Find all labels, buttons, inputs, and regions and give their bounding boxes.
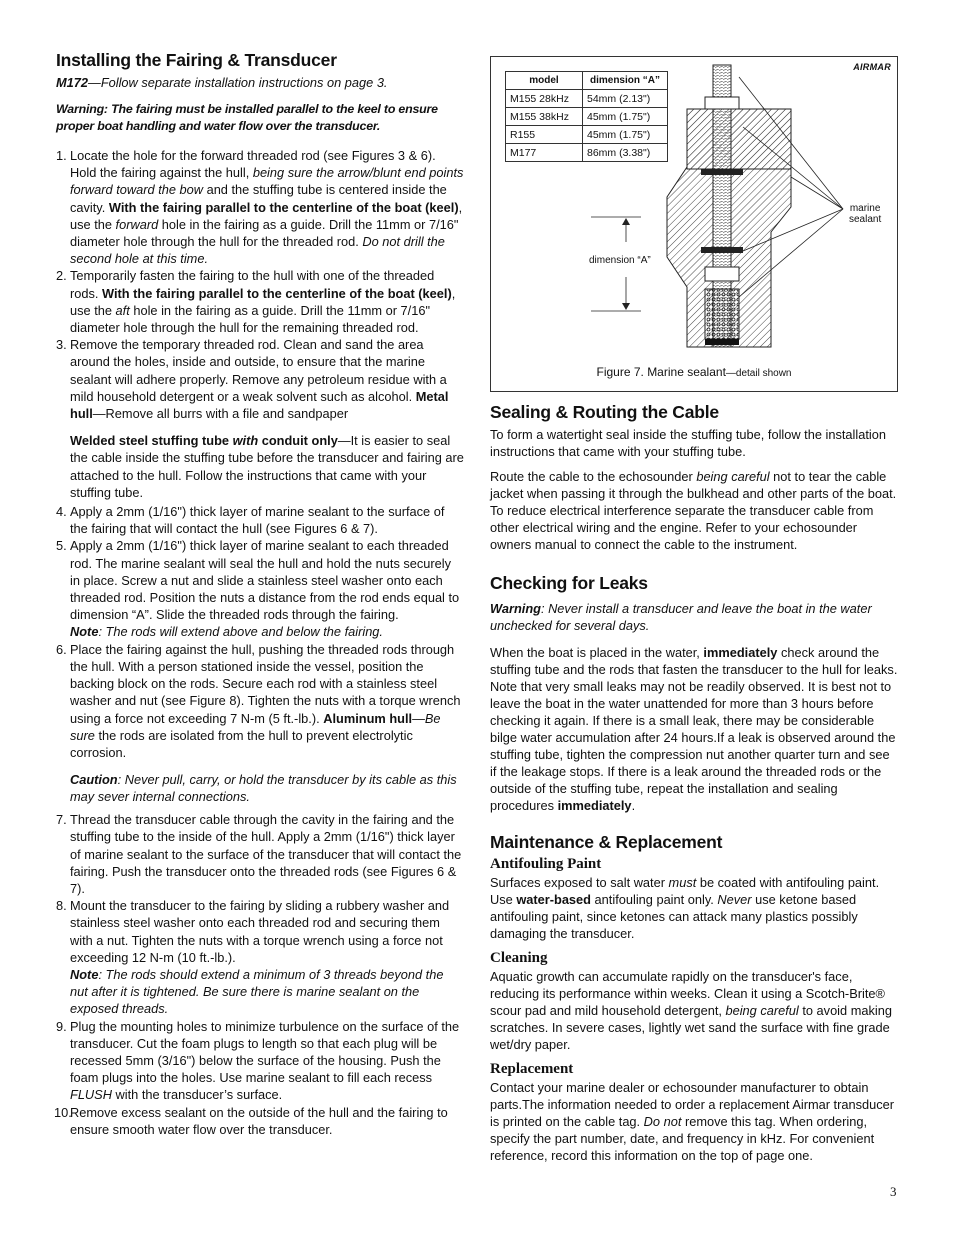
washer [701,169,743,175]
figure-caption: Figure 7. Marine sealant—detail shown [596,365,792,379]
step-6: 6. Place the fairing against the hull, pushing the threaded rods through the hull. With a person stationed inside the vessel, position the backing block on the rods. Secure each rod with a stainless steel washer and nut (see Figure 8). Tighten the nuts with a torque wrench using a force not exceeding 7 N-m (5 ft.-lb.). Aluminum hull—Be sure the rods are isolated from the hull to prevent electrolytic corrosion. Caution: Never pull, carry, or hold the transducer by its cable as this may sever internal connections. [56,641,464,805]
subtitle-replacement: Replacement [490,1061,574,1077]
top-nut [705,97,739,109]
step-8: 8. Mount the transducer to the fairing by sliding a rubbery washer and stainless steel washer onto each threaded rod and securing them with a nut. Tighten the nuts with a torque wrench using a force not exceeding 12 N-m (10 ft.-lb.). Note: The rods should extend a minimum of 3 threads beyond the nut after it is tightened. Be sure there is marine sealant on the exposed threads. [56,897,464,1017]
table-row: M155 28kHz 54mm (2.13") [506,90,668,108]
page-number: 3 [890,1184,897,1199]
sealing-paragraph-1: To form a watertight seal inside the stuffing tube, follow the installation instructions that came with your stuffing tube. [490,427,886,459]
leader-line [791,177,843,209]
table-header-model: model [506,72,583,90]
cleaning-paragraph: Aquatic growth can accumulate rapidly on the transducer's face, reducing its performance within weeks. Clean it using a Scotch-Brite® scour pad and mild household detergent, being careful to avoid making scratches. In severe cases, lightly wet sand the surface with fine grade wet/dry paper. [490,969,892,1052]
leaks-paragraph: When the boat is placed in the water, immediately check around the stuffing tube and the rods that fasten the transducer to the hull for leaks. Note that very small leaks may not be readily observed. It is best not to leave the boat in the water unattended for more than 3 hours before checking it again. If there is a small leak, there may be considerable bilge water accumulation after 24 hours.If a leak is observed around the stuffing tube, tighten the compression nut another quarter turn and see if the leakage stops. If there is a leak around the threaded rods or the outside of the stuffing tube, repeat the installation and sealing procedures immediately. [490,645,898,813]
sealant-bottom [705,339,739,345]
m172-model: M172 [56,75,89,90]
washer [701,247,743,253]
step-2: 2. Temporarily fasten the fairing to the hull with one of the threaded rods. With the fairing parallel to the centerline of the boat (keel), use the aft hole in the fairing as a guide. Drill the 11mm or 7/16" diameter hole through the hull for the remaining threaded rod. [56,268,456,336]
figure-7 [490,56,898,392]
antifouling-paragraph: Surfaces exposed to salt water must be coated with antifouling paint. Use water-based antifouling paint only. Never use ketone based antifouling paint, since ketones can attack many plastics possibly damaging the transducer. [490,875,880,941]
m172-note: M172—Follow separate installation instructions on page 3. [56,75,388,90]
stuffing-tube-note: Welded steel stuffing tube with conduit only—It is easier to seal the cable inside the stuffing tube before the transducer and fairing are attached to the hull. Follow the instructions that came with your stuffing tube. [70,433,464,500]
left-column [56,50,464,1138]
airmar-logo: AIRMAR [853,62,891,72]
section-title-sealing: Sealing & Routing the Cable [490,402,719,422]
step-5-note: Note: The rods will extend above and below the fairing. [70,624,383,640]
section-title-installing: Installing the Fairing & Transducer [56,50,337,70]
transducer-element [705,289,739,339]
table-row: M155 38kHz 45mm (1.75") [506,108,668,126]
right-column [490,402,898,1172]
table-row: R155 45mm (1.75") [506,126,668,144]
backing-block [687,109,791,169]
leaks-warning: Warning: Never install a transducer and leave the boat in the water unchecked for several days. [490,601,872,633]
step-7: 7. Thread the transducer cable through the cavity in the fairing and the stuffing tube to the inside of the hull. Apply a 2mm (1/16") thick layer of marine sealant to the surface of the transducer that will contact the fairing. Push the transducer onto the threaded rods (see Figures 6 & 7). [56,812,462,896]
subtitle-cleaning: Cleaning [490,950,548,966]
step-9: 9. Plug the mounting holes to minimize turbulence on the surface of the transducer. Cut the foam plugs to length so that each plug will be recessed 5mm (3/16") below the surface of the housing. Push the foam plugs into the holes. Use marine sealant to fill each recess FLUSH with the transducer’s surface. [56,1018,460,1103]
step-1: 1. Locate the hole for the forward threaded rod (see Figures 3 & 6). Hold the fairing against the hull, being sure the arrow/blunt end points forward toward the bow and the stuffing tube is centered inside the cavity. With the fairing parallel to the centerline of the boat (keel), use the forward hole in the fairing as a guide. Drill the 11mm or 7/16" diameter hole through the hull for the threaded rod. Do not drill the second hole at this time. [56,148,464,267]
lower-nut [705,267,739,281]
step-10: 10. Remove excess sealant on the outside of the hull and the fairing to ensure smooth water flow over the transducer. [54,1104,448,1137]
step-3: 3. Remove the temporary threaded rod. Clean and sand the area around the holes, inside and outside, to ensure that the marine sealant will adhere properly. Remove any petroleum residue with a mild household detergent or a weak solvent such as alcohol. Metal hull—Remove all burrs with a file and sandpaper Welded steel stuffing tube with conduit only—It is easier to seal the cable inside the stuffing tube before the transducer and fairing are attached to the hull. Follow the instructions that came with your stuffing tube. [56,337,464,500]
table-header-dimension: dimension “A” [583,72,668,90]
replacement-paragraph: Contact your marine dealer or echosounder manufacturer to obtain parts.The information needed to order a replacement Airmar transducer is printed on the cable tag. Do not remove this tag. When ordering, specify the part number, date, and frequency in kHz. For convenient reference, record this information on the top of page one. [490,1080,895,1163]
marine-sealant-label: marine sealant [849,203,882,225]
installation-steps [56,147,464,1138]
cable-caution: Caution: Never pull, carry, or hold the transducer by its cable as this may sever internal connections. [70,772,457,805]
fairing-warning: Warning: The fairing must be installed parallel to the keel to ensure proper boat handling and water flow over the transducer. [56,102,438,133]
arrow-head [622,218,630,225]
section-title-maintenance: Maintenance & Replacement [490,832,723,852]
step-4: 4. Apply a 2mm (1/16") thick layer of marine sealant to the surface of the fairing that will contact the hull (see Figures 6 & 7). [56,504,445,537]
table-row: M177 86mm (3.38") [506,144,668,162]
sealing-paragraph-2: Route the cable to the echosounder being careful not to tear the cable jacket when passing it through the bulkhead and other parts of the boat. To reduce electrical interference separate the transducer cable from other electrical wiring and the engine. Refer to your echosounder owners manual to connect the cable to the instrument. [490,469,897,552]
dimension-a-label: dimension “A” [589,255,651,266]
arrow-head [622,303,630,310]
step-8-note: Note: The rods should extend a minimum of 3 threads beyond the nut after it is tightened. Be sure there is marine sealant on the exposed threads. [70,966,444,1017]
section-title-leaks: Checking for Leaks [490,573,648,593]
step-5: 5. Apply a 2mm (1/16") thick layer of marine sealant to each threaded rod. The marine sealant will seal the hull and hold the nuts securely in place. Screw a nut and slide a stainless steel washer onto each threaded rod. Position the nuts a distance from the rod ends equal to dimension “A”. Slide the threaded rods through the fairing. Note: The rods will extend above and below the fairing. [56,537,464,640]
sealant-diagram [491,57,897,357]
subtitle-antifouling: Antifouling Paint [490,856,602,872]
